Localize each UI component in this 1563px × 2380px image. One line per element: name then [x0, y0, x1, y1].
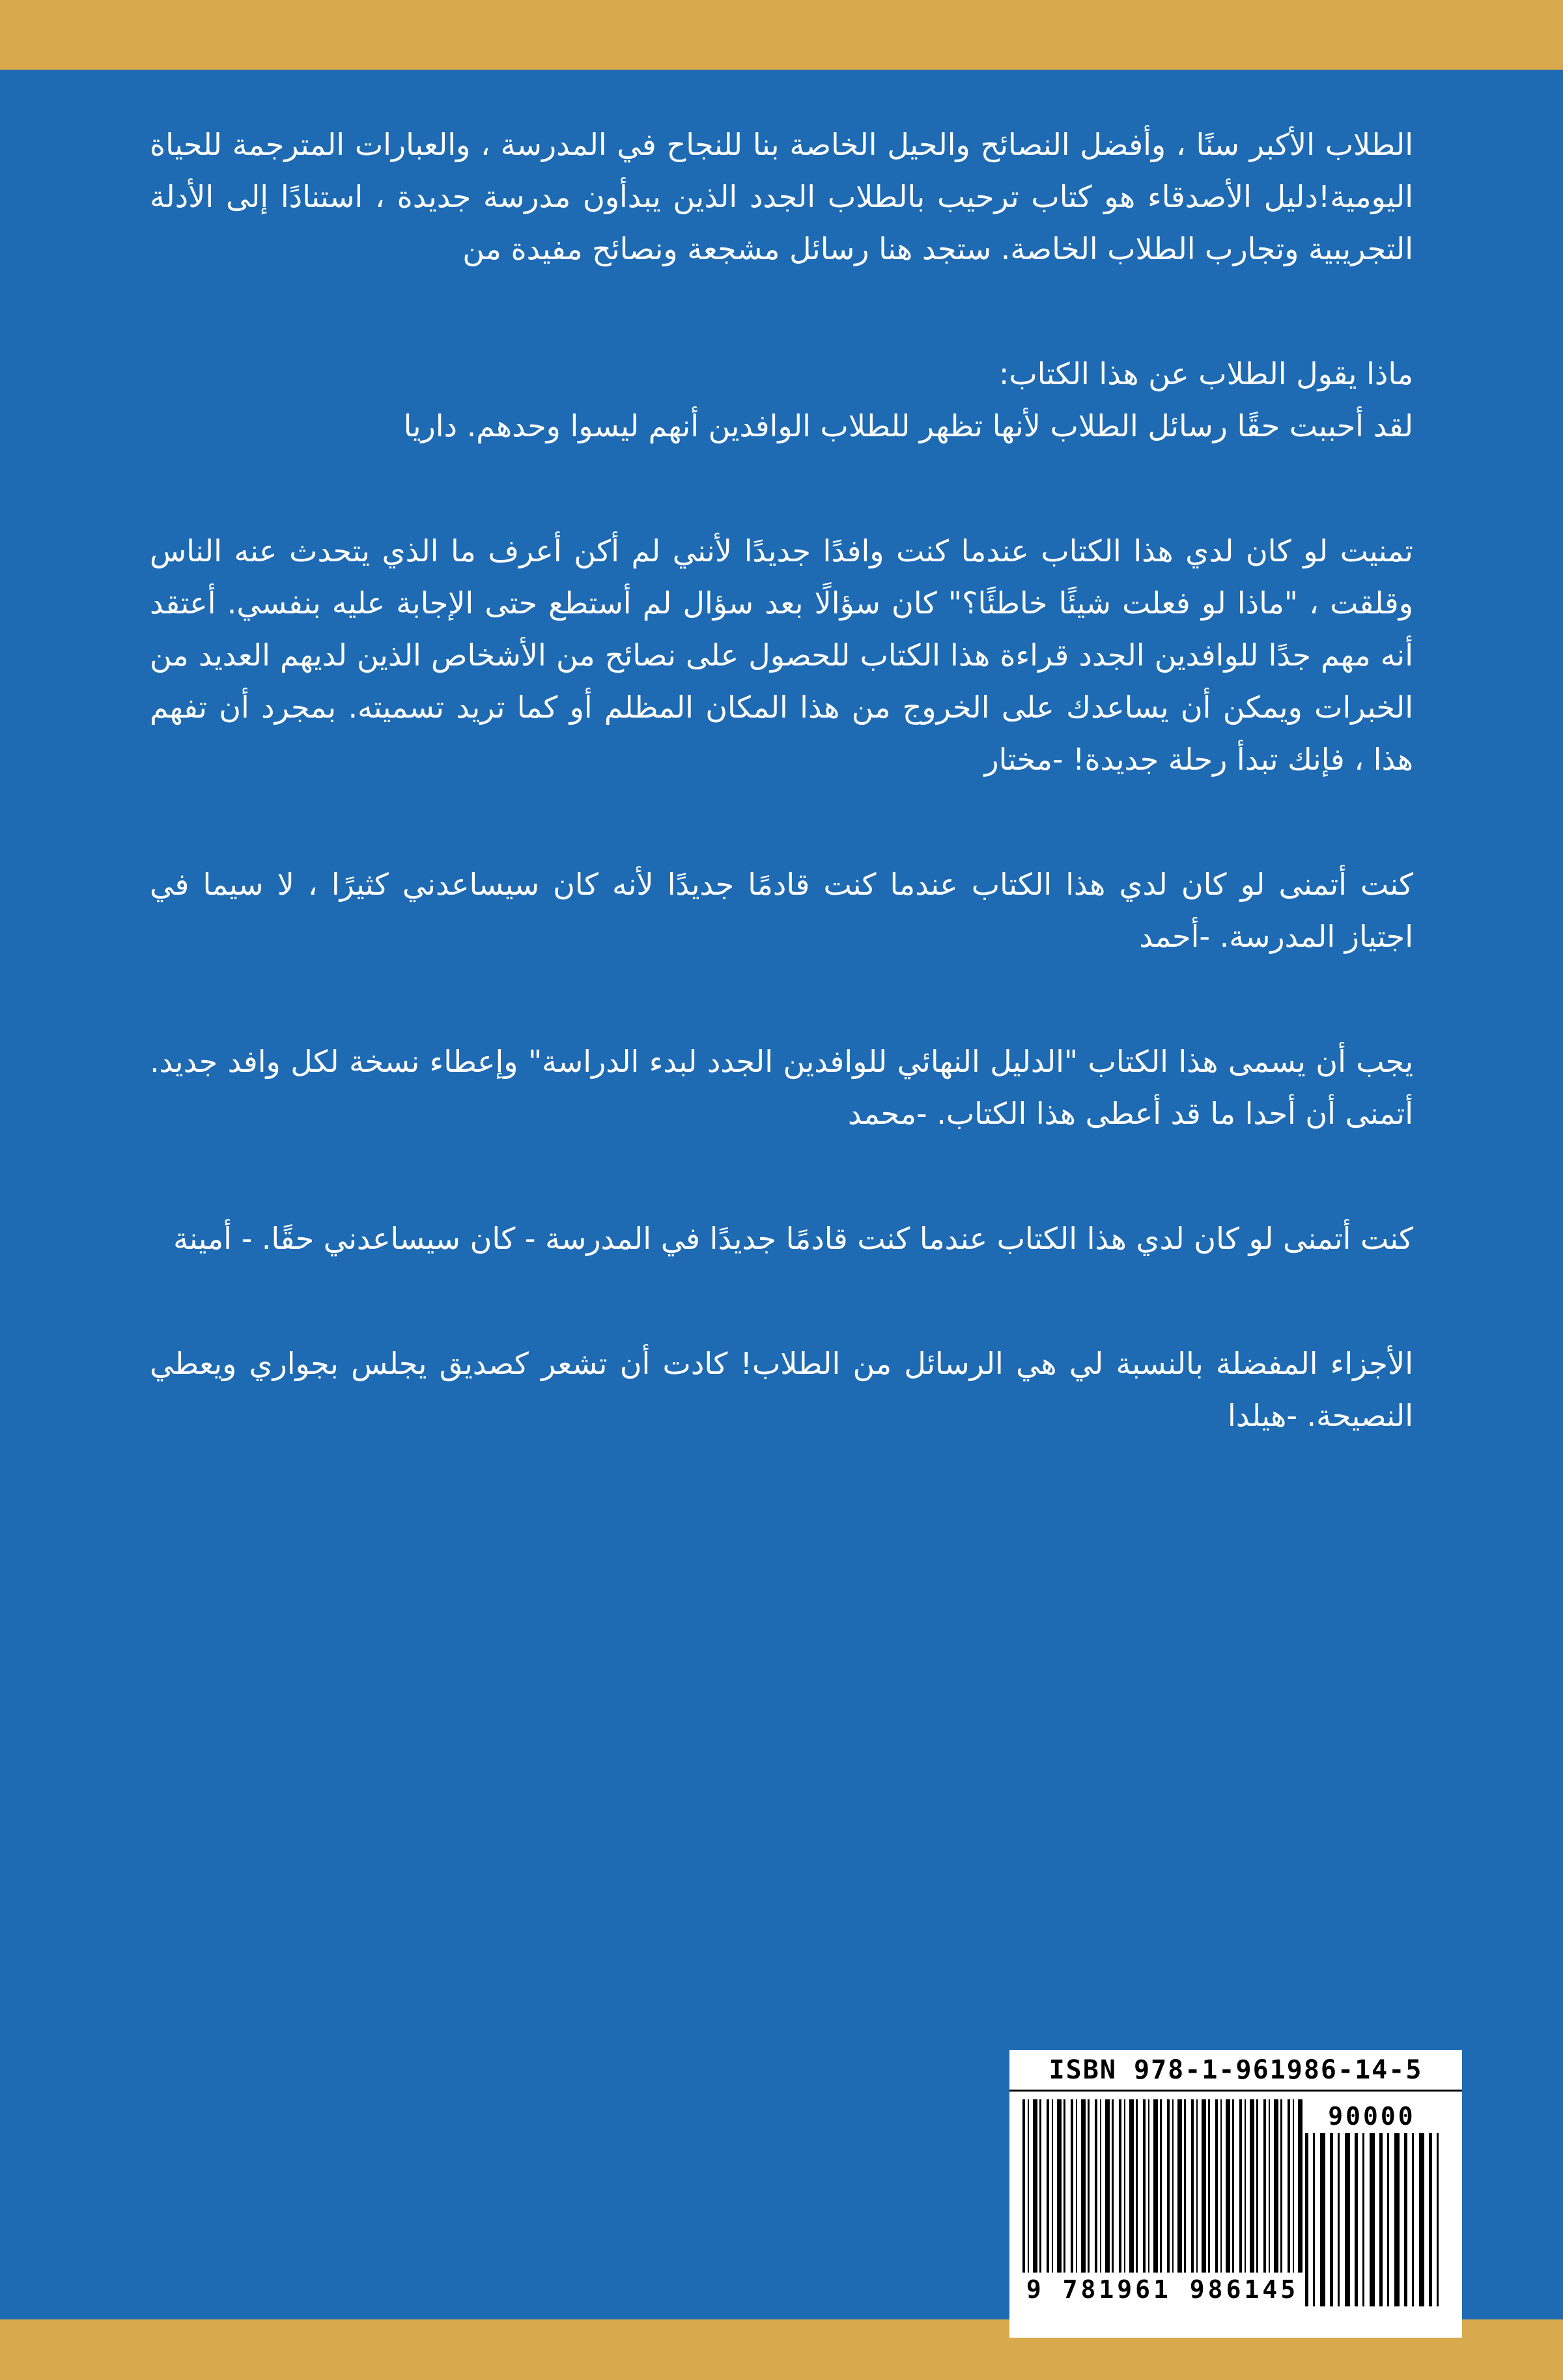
review-mukhtar: تمنيت لو كان لدي هذا الكتاب عندما كنت وافدًا جديدًا لأنني لم أكن أعرف ما الذي يتحدث عنه الناس وقلقت ، "ماذا لو فعلت شيئًا خاطئًا؟" كان سؤالًا بعد سؤال لم أستطع حتى الإجابة عليه بنفسي. أعتقد أنه مهم جدًا للوافدين الجدد قراءة هذا الكتاب للحصول على نصائح من الأشخاص الذين لديهم العديد من الخبرات ويمكن أن يساعدك على الخروج من هذا المكان المظلم أو كما تريد تسميته. بمجرد أن تفهم هذا ، فإنك تبدأ رحلة جديدة! -مختار	[150, 533, 1413, 777]
ean-barcode	[1022, 2099, 1302, 2306]
reviews-heading: ماذا يقول الطلاب عن هذا الكتاب:	[998, 356, 1413, 391]
review-hilda: الأجزاء المفضلة بالنسبة لي هي الرسائل من الطلاب! كادت أن تشعر كصديق يجلس بجواري ويعطي النصيحة. -هيلدا	[150, 1346, 1413, 1433]
review-daria: لقد أحببت حقًا رسائل الطلاب لأنها تظهر للطلاب الوافدين أنهم ليسوا وحدهم. داريا	[403, 408, 1413, 443]
reviews-section	[150, 348, 1413, 452]
barcode-body	[1009, 2092, 1462, 2306]
ean-digits: 9 781961 986145	[1022, 2273, 1302, 2306]
cover-blue-panel	[0, 70, 1563, 2319]
price-addon-barcode	[1305, 2099, 1439, 2306]
review-mohammed: يجب أن يسمى هذا الكتاب "الدليل النهائي للوافدين الجدد لبدء الدراسة" وإعطاء نسخة لكل وافد جديد. أتمنى أن أحدا ما قد أعطى هذا الكتاب. -محمد	[150, 1044, 1413, 1131]
review-amina: كنت أتمنى لو كان لدي هذا الكتاب عندما كنت قادمًا جديدًا في المدرسة - كان سيساعدني حقًا. - أمينة	[173, 1221, 1413, 1256]
price-code: 90000	[1305, 2099, 1439, 2133]
blurb-text-block	[150, 119, 1413, 1515]
ean-barcode-bars	[1022, 2099, 1302, 2273]
isbn-barcode-block	[1009, 2050, 1462, 2338]
intro-paragraph: الطلاب الأكبر سنًا ، وأفضل النصائح والحيل الخاصة بنا للنجاح في المدرسة ، والعبارات المترجمة للحياة اليومية!دليل الأصدقاء هو كتاب ترحيب بالطلاب الجدد الذين يبدأون مدرسة جديدة ، استنادًا إلى الأدلة التجريبية وتجارب الطلاب الخاصة. ستجد هنا رسائل مشجعة ونصائح مفيدة من	[150, 127, 1413, 266]
addon-barcode-bars	[1305, 2133, 1439, 2306]
isbn-number: ISBN 978-1-961986-14-5	[1009, 2050, 1462, 2092]
review-ahmed: كنت أتمنى لو كان لدي هذا الكتاب عندما كنت قادمًا جديدًا لأنه كان سيساعدني كثيرًا ، لا سيما في اجتياز المدرسة. -أحمد	[150, 867, 1413, 954]
